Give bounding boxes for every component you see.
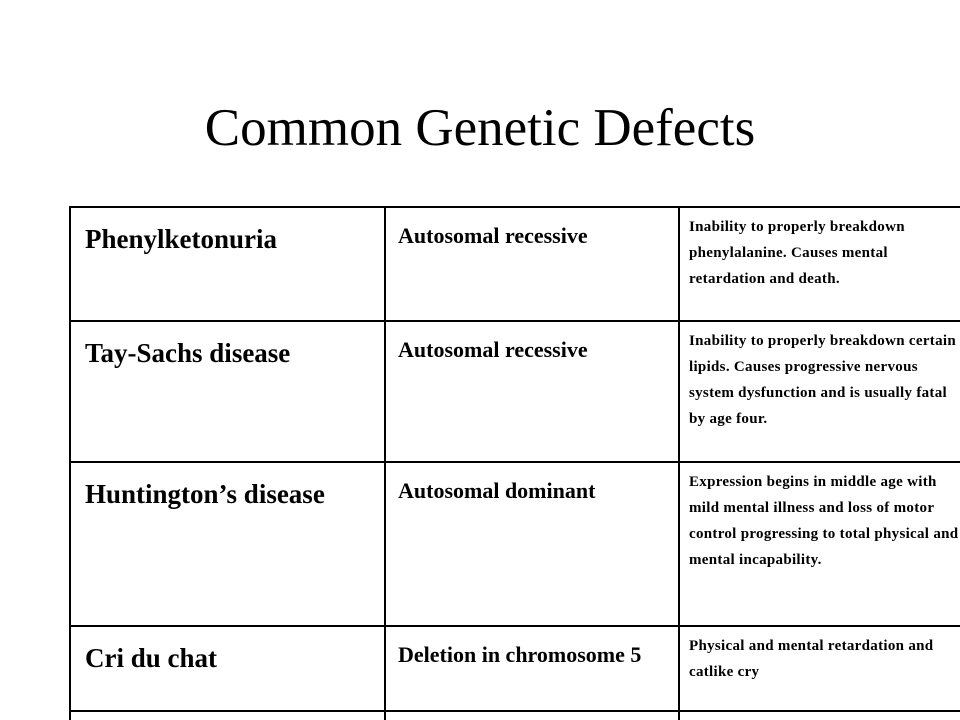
description-cell: Physical and mental retardation and catlike cry [679,626,960,711]
description-cell: Inability to properly breakdown phenylalanine. Causes mental retardation and death. [679,207,960,321]
inheritance-cell: Deletion in chromosome 5 [385,626,679,711]
inheritance-cell: Autosomal recessive [385,207,679,321]
slide-title: Common Genetic Defects [204,99,756,157]
table-row-empty [70,711,960,720]
inheritance-cell: Autosomal dominant [385,462,679,626]
defect-name-cell: Cri du chat [70,626,385,711]
defect-name-cell: Huntington’s disease [70,462,385,626]
table-row [70,626,960,711]
genetic-defects-table [69,206,960,720]
defect-name-cell: Tay-Sachs disease [70,321,385,462]
description-cell: Expression begins in middle age with mild mental illness and loss of motor control progressing to total physical and mental incapability. [679,462,960,626]
table-row [70,321,960,462]
empty-cell [385,711,679,720]
description-cell: Inability to properly breakdown certain lipids. Causes progressive nervous system dysfunction and is usually fatal by age four. [679,321,960,462]
inheritance-cell: Autosomal recessive [385,321,679,462]
table-row [70,207,960,321]
empty-cell [70,711,385,720]
table-row [70,462,960,626]
defect-name-cell: Phenylketonuria [70,207,385,321]
empty-cell [679,711,960,720]
